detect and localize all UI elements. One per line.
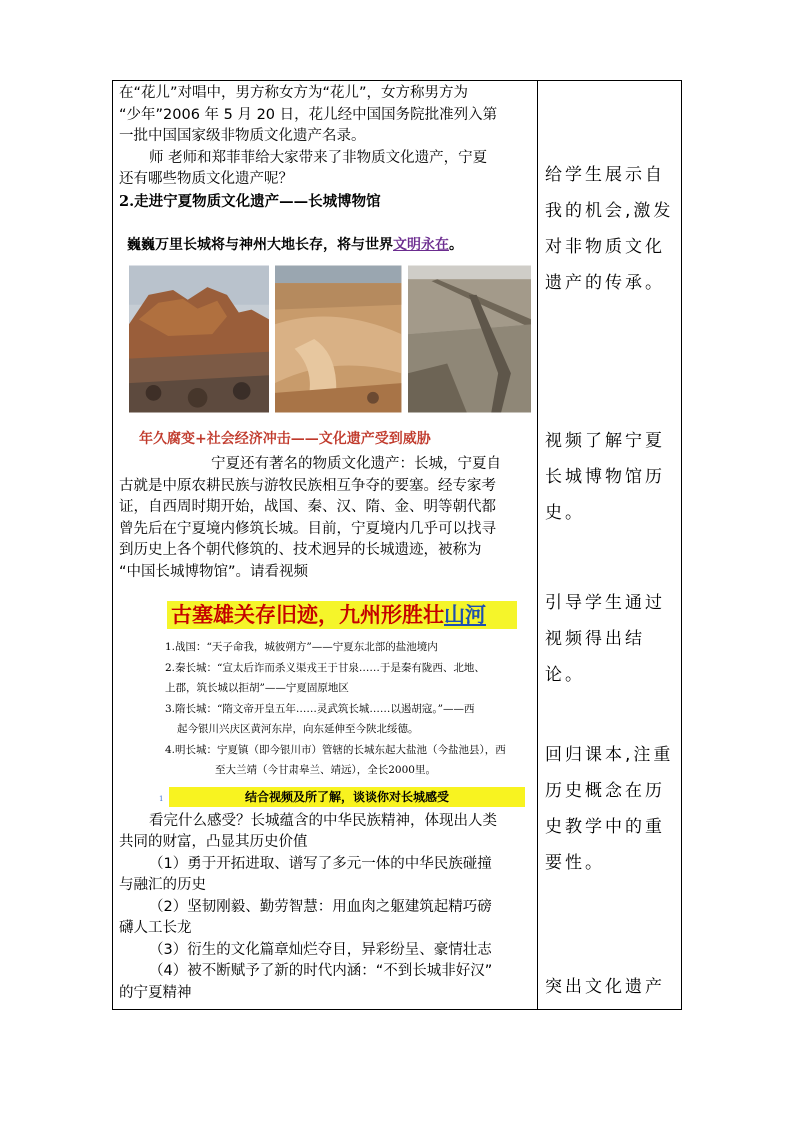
note-line: 史。 bbox=[545, 503, 585, 523]
slide-list-item: 3.隋长城：“隋文帝开皇五年……灵武筑长城……以遏胡寇。”——西 bbox=[165, 702, 475, 715]
slide-list-item: 1.战国：“天子命我，城彼朔方”——宁夏东北部的盐池境内 bbox=[165, 641, 438, 653]
desert-wall-aerial-photo bbox=[275, 264, 401, 414]
slide-title-link[interactable]: 山河 bbox=[444, 602, 486, 627]
note-textbook bbox=[545, 737, 677, 881]
body-line: 曾先后在宁夏境内修筑长城。目前，宁夏境内几乎可以找寻 bbox=[119, 520, 496, 537]
slide-list-item: 上郡，筑长城以拒胡”——宁夏固原地区 bbox=[165, 682, 349, 694]
slide-marker: 1 bbox=[159, 794, 164, 803]
slide-list bbox=[165, 637, 531, 781]
slide-list-item: 至大兰靖（今甘肃皋兰、靖远），全长2000里。 bbox=[215, 764, 436, 776]
note-guide bbox=[545, 585, 677, 693]
note-line: 回归课本,注重 bbox=[545, 745, 674, 765]
intro-line: 在“花儿”对唱中，男方称女方为“花儿”，女方称男方为 bbox=[119, 85, 469, 101]
conclusion-line: （2）坚韧刚毅、勤劳智慧：用血肉之躯建筑起精巧磅 bbox=[149, 898, 492, 915]
conclusion-line: （4）被不断赋予了新的时代内涵：“不到长城非好汉” bbox=[149, 963, 493, 979]
photo-caption: 巍巍万里长城将与神州大地长存，将与世界文明永在。 bbox=[127, 237, 463, 253]
intro-line: 一批中国国家级非物质文化遗产名录。 bbox=[119, 128, 366, 144]
note-line: 视频了解宁夏 bbox=[545, 431, 665, 451]
body-line: “中国长城博物馆”。请看视频 bbox=[119, 563, 309, 580]
conclusion-line: 的宁夏精神 bbox=[119, 984, 192, 1001]
conclusion-line: 礴人工长龙 bbox=[119, 920, 192, 936]
teacher-line: 师 老师和郑菲菲给大家带来了非物质文化遗产，宁夏 bbox=[149, 149, 488, 166]
column-divider bbox=[537, 81, 538, 1009]
slide-list-item: 起今银川兴庆区黄河东岸，向东延伸至今陕北绥德。 bbox=[177, 723, 419, 735]
discussion-prompt: 1 结合视频及所了解，谈谈你对长城感受 bbox=[169, 787, 525, 807]
body-line: 证，自西周时期开始，战国、秦、汉、隋、金、明等朝代都 bbox=[119, 499, 496, 515]
note-line: 引导学生通过 bbox=[545, 593, 665, 613]
body-line: 宁夏还有著名的物质文化遗产：长城，宁夏自 bbox=[211, 456, 501, 472]
body-line: 古就是中原农耕民族与游牧民族相互争夺的要塞。经专家考 bbox=[119, 477, 496, 494]
slide-title: 古塞雄关存旧迹，九州形胜壮山河 bbox=[167, 601, 517, 629]
conclusion-line: 与融汇的历史 bbox=[119, 877, 206, 893]
conclusion-line: 看完什么感受？长城蕴含的中华民族精神，体现出人类 bbox=[149, 812, 497, 829]
great-wall-ridge-photo bbox=[408, 264, 531, 414]
slide-list-item: 2.秦长城：“宣太后诈而杀义渠戎王于甘泉……于是秦有陇西、北地、 bbox=[165, 661, 485, 674]
teacher-line: 还有哪些物质文化遗产呢？ bbox=[119, 171, 293, 187]
photo-row bbox=[129, 264, 531, 414]
note-line: 史教学中的重 bbox=[545, 817, 665, 837]
slide-list-item: 4.明长城：宁夏镇（即今银川市）管辖的长城东起大盐池（今盐池县），西 bbox=[165, 743, 506, 756]
conclusion-line: （3）衍生的文化篇章灿烂夺目，异彩纷呈、豪情壮志 bbox=[149, 941, 492, 958]
intro-line: “少年”2006 年 5 月 20 日，花儿经中国国务院批准列入第 bbox=[119, 106, 498, 123]
note-line: 遗产的传承。 bbox=[545, 273, 665, 293]
note-video bbox=[545, 423, 677, 531]
conclusion-line: （1）勇于开拓进取、谱写了多元一体的中华民族碰撞 bbox=[149, 855, 492, 872]
section-heading: 2.走进宁夏物质文化遗产——长城博物馆 bbox=[119, 192, 381, 210]
note-line: 给学生展示自 bbox=[545, 165, 665, 185]
note-line: 要性。 bbox=[545, 853, 605, 873]
conclusion-line: 共同的财富，凸显其历史价值 bbox=[119, 834, 308, 850]
note-line: 我的机会,激发 bbox=[545, 201, 674, 221]
note-line: 突出文化遗产 bbox=[545, 977, 665, 997]
content-column bbox=[119, 83, 531, 1004]
note-showcase bbox=[545, 157, 677, 301]
note-line: 对非物质文化 bbox=[545, 237, 665, 257]
threat-line: 年久腐变+社会经济冲击——文化遗产受到威胁 bbox=[139, 431, 431, 447]
photo-caption-highlight: 文明永在 bbox=[393, 237, 449, 253]
note-heritage bbox=[545, 969, 677, 1005]
note-line: 视频得出结论。 bbox=[545, 629, 645, 685]
note-line: 历史概念在历 bbox=[545, 781, 665, 801]
note-line: 长城博物馆历 bbox=[545, 467, 665, 487]
body-line: 到历史上各个朝代修筑的、技术迥异的长城遗迹，被称为 bbox=[119, 542, 482, 558]
rammed-earth-ruin-photo bbox=[129, 264, 269, 414]
lesson-table bbox=[112, 80, 682, 1010]
